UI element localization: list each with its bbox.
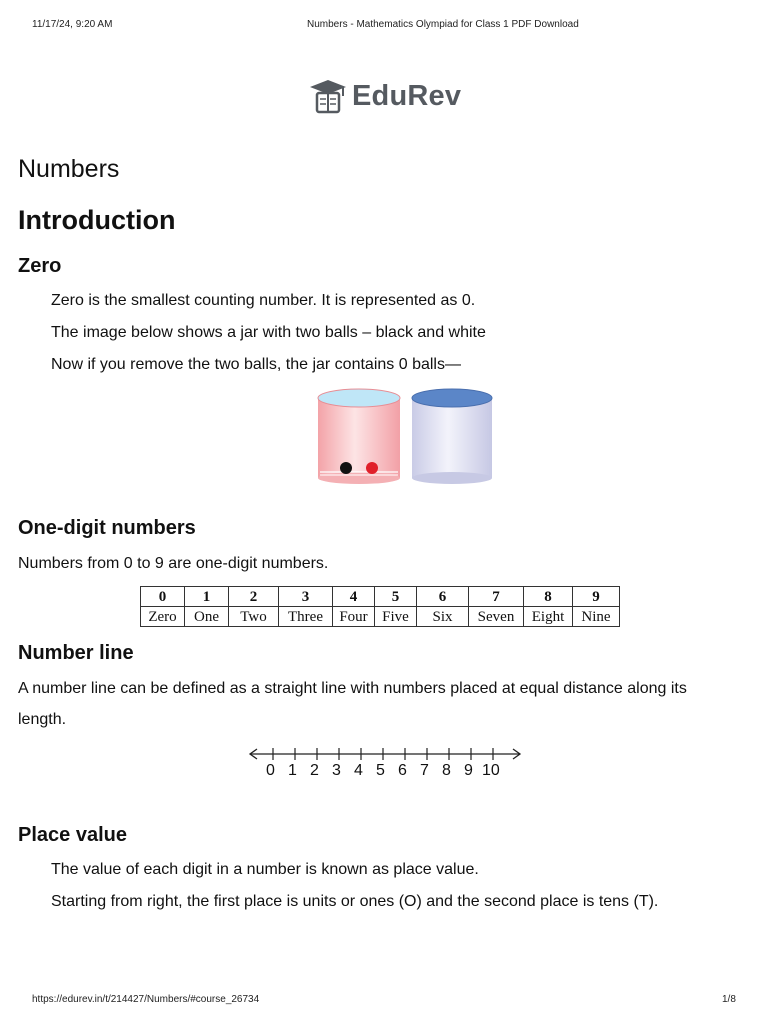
print-url: https://edurev.in/t/214427/Numbers/#course_26734 [32, 994, 260, 1005]
number-line-label: 0 [266, 762, 275, 779]
digit-cell: 8 [524, 587, 573, 607]
digit-cell: 4 [333, 587, 375, 607]
digit-cell: 0 [141, 587, 185, 607]
place-value-line-2: Starting from right, the first place is units or ones (O) and the second place is tens (T). [51, 893, 659, 910]
word-cell: Eight [524, 607, 573, 627]
number-line-label: 1 [288, 762, 297, 779]
number-line-label: 4 [354, 762, 363, 779]
digit-cell: 6 [417, 587, 469, 607]
number-line-graphic [246, 744, 526, 764]
place-value-line-1: The value of each digit in a number is known as place value. [51, 861, 479, 878]
intro-heading: Introduction [18, 205, 176, 235]
one-digit-text: Numbers from 0 to 9 are one-digit numbers. [18, 555, 329, 572]
digits-table [140, 586, 620, 627]
digit-cell: 5 [375, 587, 417, 607]
print-datetime: 11/17/24, 9:20 AM [32, 19, 113, 30]
number-line-heading: Number line [18, 642, 134, 664]
number-line-label: 9 [464, 762, 473, 779]
red-ball [366, 462, 378, 474]
place-value-heading: Place value [18, 824, 127, 846]
number-line-text-1: A number line can be defined as a straight line with numbers placed at equal distance along its [18, 680, 687, 697]
number-line-label: 10 [482, 762, 500, 779]
edurev-logo[interactable] [308, 76, 468, 118]
digit-cell: 2 [229, 587, 279, 607]
number-line-label: 8 [442, 762, 451, 779]
word-cell: Five [375, 607, 417, 627]
graduation-cap-book-icon [308, 78, 348, 114]
black-ball [340, 462, 352, 474]
empty-jar [412, 389, 492, 484]
jars-illustration [312, 386, 498, 488]
number-line-label: 5 [376, 762, 385, 779]
one-digit-heading: One-digit numbers [18, 517, 196, 539]
number-line-label: 2 [310, 762, 319, 779]
word-cell: Three [279, 607, 333, 627]
word-cell: Four [333, 607, 375, 627]
word-cell: One [185, 607, 229, 627]
word-cell: Six [417, 607, 469, 627]
zero-line-3: Now if you remove the two balls, the jar contains 0 balls— [51, 356, 461, 373]
number-line-label: 6 [398, 762, 407, 779]
page-title: Numbers [18, 155, 120, 183]
print-page-number: 1/8 [722, 994, 736, 1005]
digit-cell: 9 [573, 587, 620, 607]
number-line-text-2: length. [18, 711, 67, 728]
word-cell: Zero [141, 607, 185, 627]
print-doc-title: Numbers - Mathematics Olympiad for Class 1 PDF Download [307, 19, 579, 30]
zero-line-2: The image below shows a jar with two balls – black and white [51, 324, 486, 341]
word-cell: Seven [469, 607, 524, 627]
number-line-label: 3 [332, 762, 341, 779]
word-cell: Nine [573, 607, 620, 627]
logo-text: EduRev [352, 80, 462, 112]
digit-cell: 1 [185, 587, 229, 607]
zero-line-1: Zero is the smallest counting number. It is represented as 0. [51, 292, 476, 309]
number-line-label: 7 [420, 762, 429, 779]
digit-cell: 3 [279, 587, 333, 607]
digit-cell: 7 [469, 587, 524, 607]
jar-with-balls [318, 389, 400, 484]
word-cell: Two [229, 607, 279, 627]
zero-heading: Zero [18, 255, 62, 277]
